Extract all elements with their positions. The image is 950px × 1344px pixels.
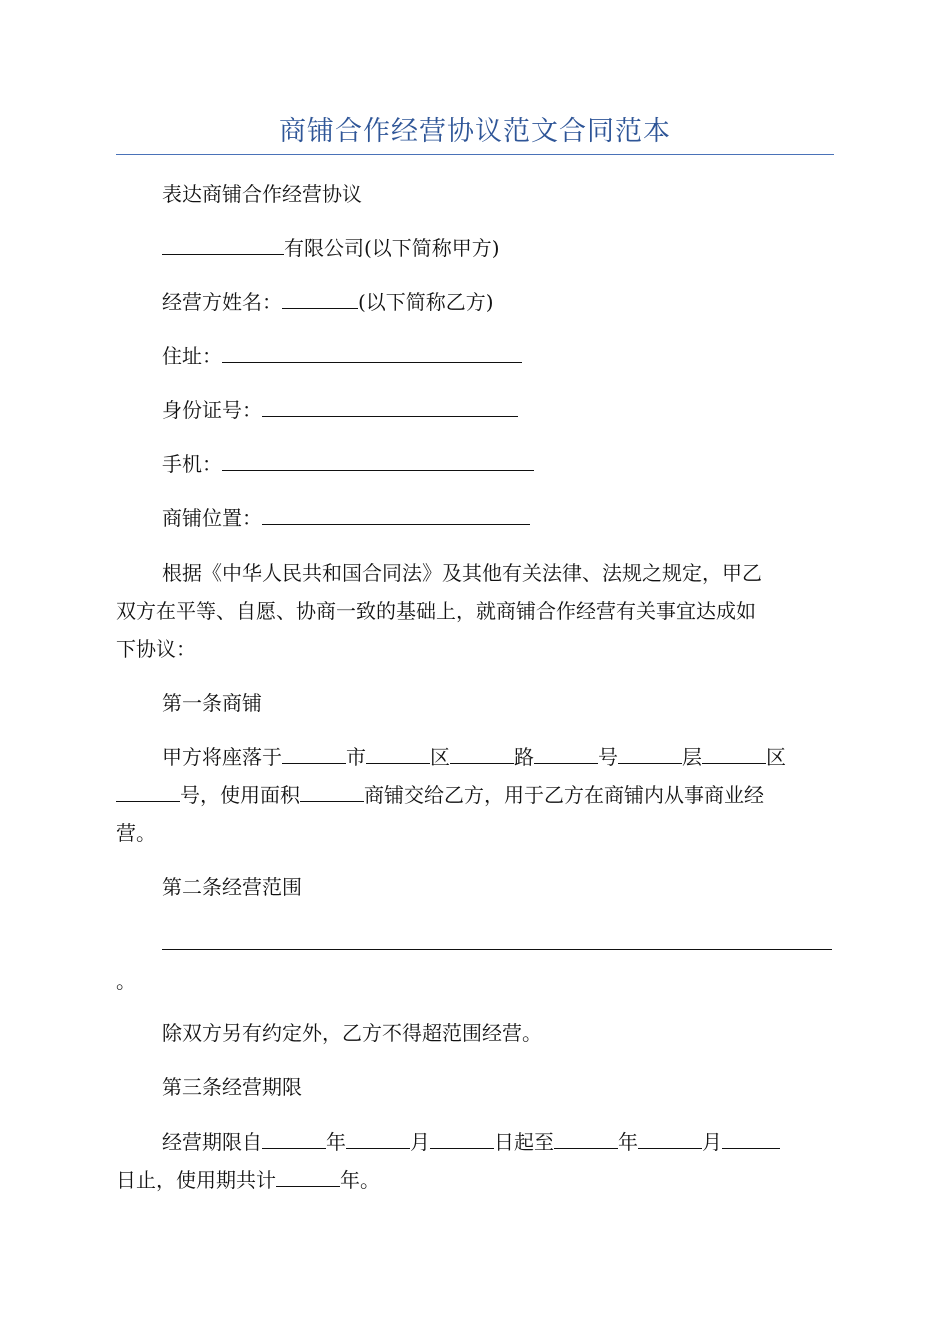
end-day-blank[interactable] (722, 1128, 780, 1149)
party-b-label: 经营方姓名： (162, 290, 282, 314)
article-1-line-3 (116, 815, 832, 852)
scope-blank[interactable] (162, 949, 832, 950)
party-a-blank[interactable] (162, 234, 284, 255)
floor-blank[interactable] (618, 743, 682, 764)
intro-line (116, 176, 832, 213)
location-line (116, 500, 832, 537)
basis-text-2: 双方在平等、自愿、协商一致的基础上，就商铺合作经营有关事宜达成如 (116, 599, 756, 623)
phone-label: 手机： (162, 452, 222, 476)
article-1-line-1 (116, 739, 832, 776)
title-underline (116, 154, 834, 155)
scope-period: 。 (116, 969, 136, 993)
article-2-note-line (116, 1015, 832, 1052)
end-month-blank[interactable] (638, 1128, 702, 1149)
basis-text-3: 下协议： (116, 637, 196, 661)
article-3-heading (116, 1069, 832, 1106)
party-a-line (116, 230, 832, 267)
address-line (116, 338, 832, 375)
address-blank[interactable] (222, 342, 522, 363)
a1-zone-label: 区 (766, 745, 786, 769)
id-label: 身份证号： (162, 398, 262, 422)
a3-month-label: 月 (410, 1130, 430, 1154)
article-2-title: 第二条经营范围 (162, 875, 302, 899)
a1-area-label: 号，使用面积 (180, 783, 300, 807)
article-1-line-2 (116, 777, 832, 814)
party-b-line (116, 284, 832, 321)
shop-number-blank[interactable] (116, 781, 180, 802)
phone-line (116, 446, 832, 483)
zone-blank[interactable] (702, 743, 766, 764)
intro-text: 表达商铺合作经营协议 (162, 182, 362, 206)
article-3-line-2 (116, 1162, 832, 1199)
district-blank[interactable] (366, 743, 430, 764)
article-1-heading (116, 685, 832, 722)
a1-road-label: 路 (514, 745, 534, 769)
party-a-text: 有限公司(以下简称甲方) (284, 236, 500, 260)
basis-line-3 (116, 631, 832, 668)
article-1-title: 第一条商铺 (162, 691, 262, 715)
start-day-blank[interactable] (430, 1128, 494, 1149)
party-b-blank[interactable] (282, 288, 358, 309)
basis-line-2 (116, 593, 832, 630)
city-blank[interactable] (282, 743, 346, 764)
article-2-heading (116, 869, 832, 906)
basis-text-1: 根据《中华人民共和国合同法》及其他有关法律、法规之规定，甲乙 (162, 561, 762, 585)
a3-end-month-label: 月 (702, 1130, 722, 1154)
basis-line-1 (116, 555, 832, 592)
location-blank[interactable] (262, 504, 530, 525)
a1-district-label: 区 (430, 745, 450, 769)
phone-blank[interactable] (222, 450, 534, 471)
start-month-blank[interactable] (346, 1128, 410, 1149)
article-3-line-1 (116, 1124, 832, 1161)
total-years-blank[interactable] (276, 1166, 340, 1187)
party-b-text: (以下简称乙方) (358, 290, 494, 314)
a1-number-label: 号 (598, 745, 618, 769)
scope-end-line (116, 963, 832, 1000)
a3-text: 经营期限自 (162, 1130, 262, 1154)
a1-floor-label: 层 (682, 745, 702, 769)
article-3-title: 第三条经营期限 (162, 1075, 302, 1099)
a3-total-label: 日止，使用期共计 (116, 1168, 276, 1192)
number-blank[interactable] (534, 743, 598, 764)
document-title: 商铺合作经营协议范文合同范本 (279, 116, 671, 147)
a1-end-text: 营。 (116, 821, 156, 845)
id-line (116, 392, 832, 429)
a3-year-label: 年 (326, 1130, 346, 1154)
road-blank[interactable] (450, 743, 514, 764)
a3-end-year-label: 年 (618, 1130, 638, 1154)
location-label: 商铺位置： (162, 506, 262, 530)
a3-day-label: 日起至 (494, 1130, 554, 1154)
area-blank[interactable] (300, 781, 364, 802)
article-2-note: 除双方另有约定外，乙方不得超范围经营。 (162, 1021, 542, 1045)
a1-text: 甲方将座落于 (162, 745, 282, 769)
a1-city-label: 市 (346, 745, 366, 769)
address-label: 住址： (162, 344, 222, 368)
start-year-blank[interactable] (262, 1128, 326, 1149)
end-year-blank[interactable] (554, 1128, 618, 1149)
a3-years-text: 年。 (340, 1168, 380, 1192)
id-blank[interactable] (262, 396, 518, 417)
a1-handover-text: 商铺交给乙方，用于乙方在商铺内从事商业经 (364, 783, 764, 807)
